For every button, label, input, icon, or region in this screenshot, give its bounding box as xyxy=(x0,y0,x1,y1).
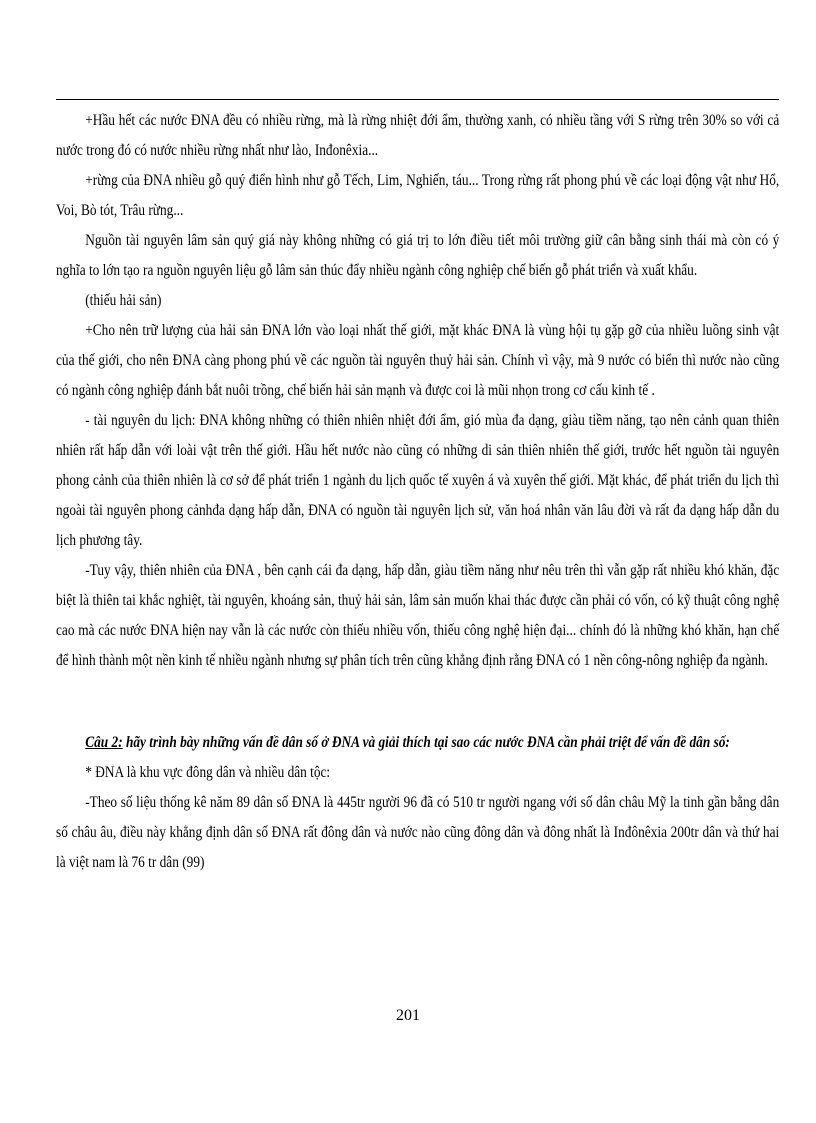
section-gap xyxy=(56,676,779,728)
document-body xyxy=(56,106,779,878)
paragraph: - tài nguyên du lịch: ĐNA không những có thiên nhiên nhiệt đới ẩm, gió mùa đa dạng, giàu tiềm năng, tạo nên cảnh quan thiên nhiên rất hấp dẫn với loài vật trên thế giới. Hầu hết nước nào cũng có những di sản thiên nhiên thế giới, trước hết nguồn tài nguyên phong cảnh của thiên nhiên là cơ sở để phát triển 1 ngành du lịch quốc tế xuyên á và xuyên thế giới. Mặt khác, để phát triển du lịch thì ngoài tài nguyên phong cảnhđa dạng hấp dẫn, ĐNA có nguồn tài nguyên lịch sử, văn hoá nhân văn lâu đời và rất đa dạng hấp dẫn du lịch phương tây. xyxy=(56,412,780,549)
paragraph: +rừng của ĐNA nhiều gỗ quý điển hình như gỗ Tếch, Lim, Nghiến, táu... Trong rừng rất phong phú về các loại động vật như Hổ, Voi, Bò tót, Trâu rừng... xyxy=(56,172,780,219)
paragraph: +Hầu hết các nước ĐNA đều có nhiều rừng, mà là rừng nhiệt đới ẩm, thường xanh, có nhiều tầng với S rừng trên 30% so với cả nước trong đó có nước nhiều rừng nhất như lào, Inđonêxia... xyxy=(56,112,780,159)
paragraph: (thiếu hải sản) xyxy=(85,292,162,309)
paragraph: -Theo số liệu thống kê năm 89 dân số ĐNA là 445tr người 96 đã có 510 tr người ngang với số dân châu Mỹ la tinh gần bằng dân số châu âu, điều này khẳng định dân số ĐNA rất đông dân và nước nào cũng đông dân và đông nhất là Inđônêxia 200tr dân và thứ hai là việt nam là 76 tr dân (99) xyxy=(56,794,780,871)
question-label: Câu 2: xyxy=(85,734,123,751)
question-text: hãy trình bày những vấn đề dân số ở ĐNA và giải thích tại sao các nước ĐNA cần phải triệt để vấn đề dân số: xyxy=(122,734,730,751)
paragraph: Nguồn tài nguyên lâm sản quý giá này không những có giá trị to lớn điều tiết môi trường giữ cân bằng sinh thái mà còn có ý nghĩa to lớn tạo ra nguồn nguyên liệu gỗ lâm sản thúc đẩy nhiều ngành công nghiệp chế biến gỗ phát triển và xuất khẩu. xyxy=(56,232,780,279)
question-heading xyxy=(56,728,779,758)
page-number: 201 xyxy=(396,1007,420,1024)
header-rule xyxy=(56,99,779,100)
paragraph: * ĐNA là khu vực đông dân và nhiều dân tộc: xyxy=(85,764,331,781)
paragraph: +Cho nên trữ lượng của hải sản ĐNA lớn vào loại nhất thế giới, mặt khác ĐNA là vùng hội tụ gặp gỡ của nhiều luồng sinh vật của thế giới, cho nên ĐNA càng phong phú về các nguồn tài nguyên thuỷ hải sản. Chính vì vậy, mà 9 nước có biển thì nước nào cũng có ngành công nghiệp đánh bắt nuôi trồng, chế biến hải sản mạnh và được coi là mũi nhọn trong cơ cấu kinh tế . xyxy=(56,322,780,399)
paragraph: -Tuy vậy, thiên nhiên của ĐNA , bên cạnh cái đa dạng, hấp dẫn, giàu tiềm năng như nêu trên thì vẫn gặp rất nhiều khó khăn, đặc biệt là thiên tai khắc nghiệt, tài nguyên, khoáng sản, thuỷ hải sản, lâm sản muốn khai thác được cần phải có vốn, có kỹ thuật công nghệ cao mà các nước ĐNA hiện nay vẫn là các nước còn thiếu nhiều vốn, thiếu công nghệ hiện đại... chính đó là những khó khăn, hạn chế để hình thành một nền kinh tế nhiều ngành nhưng sự phân tích trên cũng khẳng định rằng ĐNA có 1 nền công-nông nghiệp đa ngành. xyxy=(56,562,780,669)
